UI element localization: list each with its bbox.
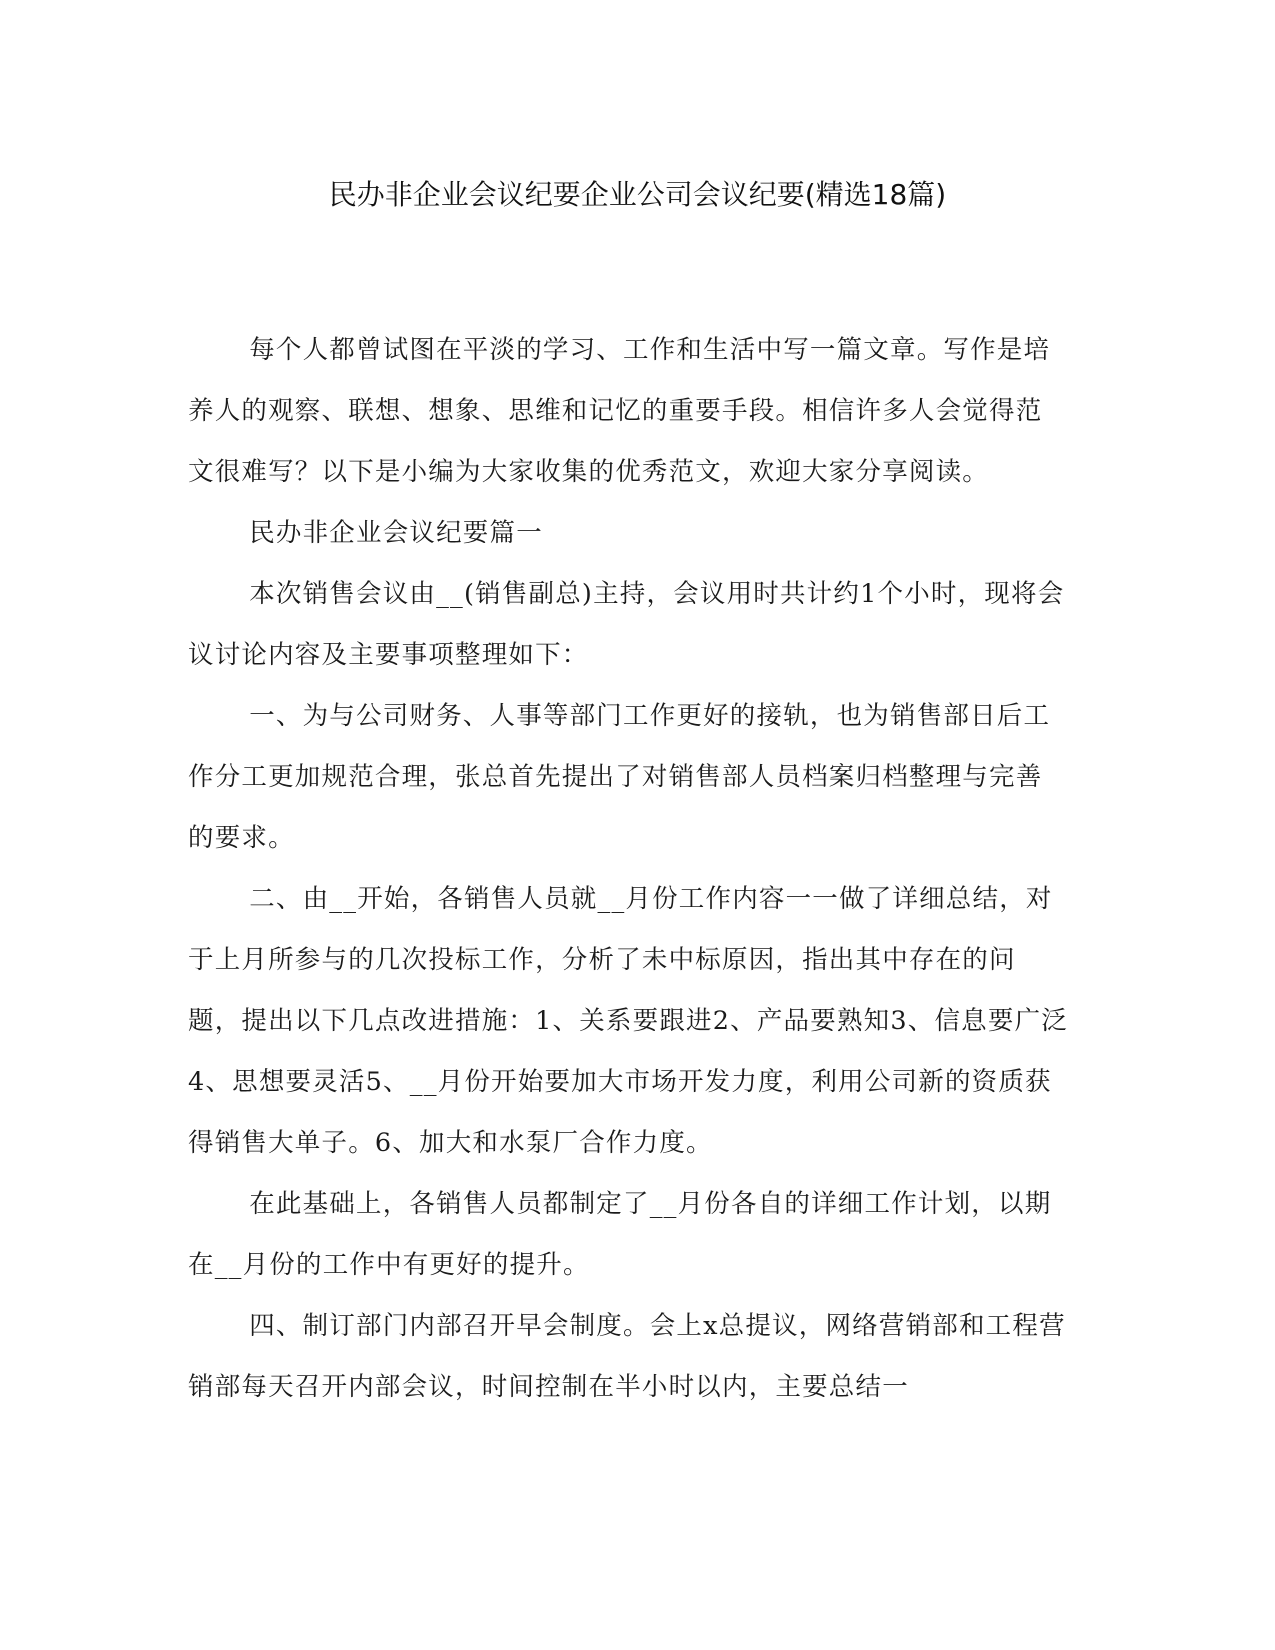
document-title: 民办非企业会议纪要企业公司会议纪要(精选18篇) <box>328 178 947 211</box>
document-body <box>188 320 1068 1418</box>
section-heading: 民办非企业会议纪要篇一 <box>249 518 543 548</box>
paragraph-item-one: 一、为与公司财务、人事等部门工作更好的接轨，也为销售部日后工作分工更加规范合理，张总首先提出了对销售部人员档案归档整理与完善的要求。 <box>188 701 1051 853</box>
paragraph-item-four: 四、制订部门内部召开早会制度。会上x总提议，网络营销部和工程营销部每天召开内部会议，时间控制在半小时以内，主要总结一 <box>188 1311 1066 1402</box>
paragraph-work-plan: 在此基础上，各销售人员都制定了__月份各自的详细工作计划，以期在__月份的工作中有更好的提升。 <box>188 1189 1052 1280</box>
paragraph-meeting-host: 本次销售会议由__(销售副总)主持，会议用时共计约1个小时，现将会议讨论内容及主要事项整理如下： <box>188 579 1065 670</box>
paragraph-intro: 每个人都曾试图在平淡的学习、工作和生活中写一篇文章。写作是培养人的观察、联想、想象、思维和记忆的重要手段。相信许多人会觉得范文很难写？以下是小编为大家收集的优秀范文，欢迎大家分享阅读。 <box>188 335 1051 487</box>
paragraph-item-two: 二、由__开始，各销售人员就__月份工作内容一一做了详细总结，对于上月所参与的几次投标工作，分析了未中标原因，指出其中存在的问题，提出以下几点改进措施：1、关系要跟进2、产品要熟知3、信息要广泛4、思想要灵活5、__月份开始要加大市场开发力度，利用公司新的资质获得销售大单子。6、加大和水泵厂合作力度。 <box>188 884 1068 1158</box>
